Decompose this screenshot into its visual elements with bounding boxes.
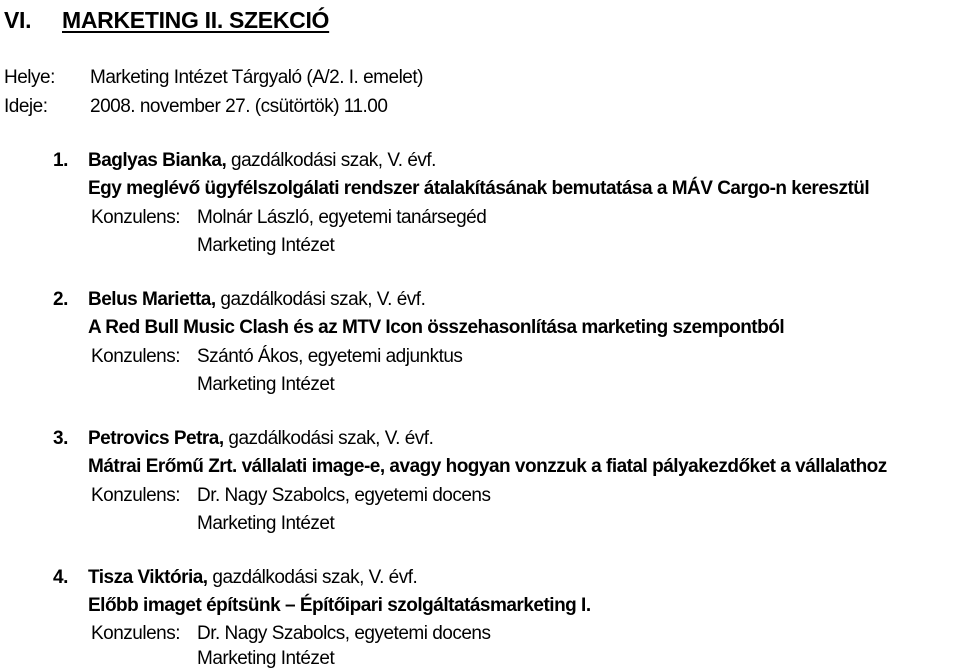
- student-program: gazdálkodási szak, V. évf.: [223, 428, 434, 449]
- item-number: 4.: [53, 567, 68, 588]
- thesis-title: Előbb imaget építsünk – Építőipari szolgáltatásmarketing I.: [88, 595, 591, 616]
- time-value: 2008. november 27. (csütörtök) 11.00: [90, 96, 388, 117]
- list-item-header: [53, 566, 417, 590]
- student-name: Tisza Viktória,: [88, 567, 208, 588]
- list-item-header: [53, 288, 425, 312]
- meta-place: [4, 66, 423, 90]
- student-name: Belus Marietta,: [88, 289, 216, 310]
- consultant-label: Konzulens:: [91, 207, 181, 228]
- place-label: Helye:: [4, 67, 55, 88]
- thesis-title: Egy meglévő ügyfélszolgálati rendszer átalakításának bemutatása a MÁV Cargo-n keresztül: [88, 178, 870, 199]
- consultant-name: Dr. Nagy Szabolcs, egyetemi docens: [197, 623, 491, 644]
- institute: Marketing Intézet: [197, 235, 335, 256]
- meta-time: [4, 95, 387, 119]
- section-number: VI.: [4, 7, 32, 33]
- consultant-label: Konzulens:: [91, 346, 181, 367]
- item-number: 1.: [53, 150, 68, 171]
- section-heading: [4, 8, 329, 32]
- time-label: Ideje:: [4, 96, 48, 117]
- consultant-line: [91, 345, 462, 369]
- institute: Marketing Intézet: [197, 648, 335, 669]
- student-program: gazdálkodási szak, V. évf.: [215, 289, 426, 310]
- consultant-name: Szántó Ákos, egyetemi adjunktus: [197, 346, 463, 367]
- consultant-line: [91, 622, 491, 646]
- consultant-line: [91, 206, 486, 230]
- student-name: Petrovics Petra,: [88, 428, 224, 449]
- list-item-header: [53, 149, 436, 173]
- institute: Marketing Intézet: [197, 513, 335, 534]
- consultant-name: Dr. Nagy Szabolcs, egyetemi docens: [197, 485, 491, 506]
- item-number: 2.: [53, 289, 68, 310]
- list-item-header: [53, 427, 433, 451]
- thesis-title: A Red Bull Music Clash és az MTV Icon összehasonlítása marketing szempontból: [88, 317, 785, 338]
- place-value: Marketing Intézet Tárgyaló (A/2. I. emelet): [90, 67, 423, 88]
- consultant-name: Molnár László, egyetemi tanársegéd: [197, 207, 487, 228]
- institute: Marketing Intézet: [197, 374, 335, 395]
- student-program: gazdálkodási szak, V. évf.: [207, 567, 418, 588]
- consultant-label: Konzulens:: [91, 485, 181, 506]
- consultant-label: Konzulens:: [91, 623, 181, 644]
- consultant-line: [91, 484, 491, 508]
- section-title: MARKETING II. SZEKCIÓ: [62, 7, 330, 33]
- thesis-title: Mátrai Erőmű Zrt. vállalati image-e, avagy hogyan vonzzuk a fiatal pályakezdőket a vállalathoz: [88, 456, 887, 477]
- student-program: gazdálkodási szak, V. évf.: [226, 150, 436, 171]
- student-name: Baglyas Bianka,: [88, 150, 227, 171]
- item-number: 3.: [53, 428, 68, 449]
